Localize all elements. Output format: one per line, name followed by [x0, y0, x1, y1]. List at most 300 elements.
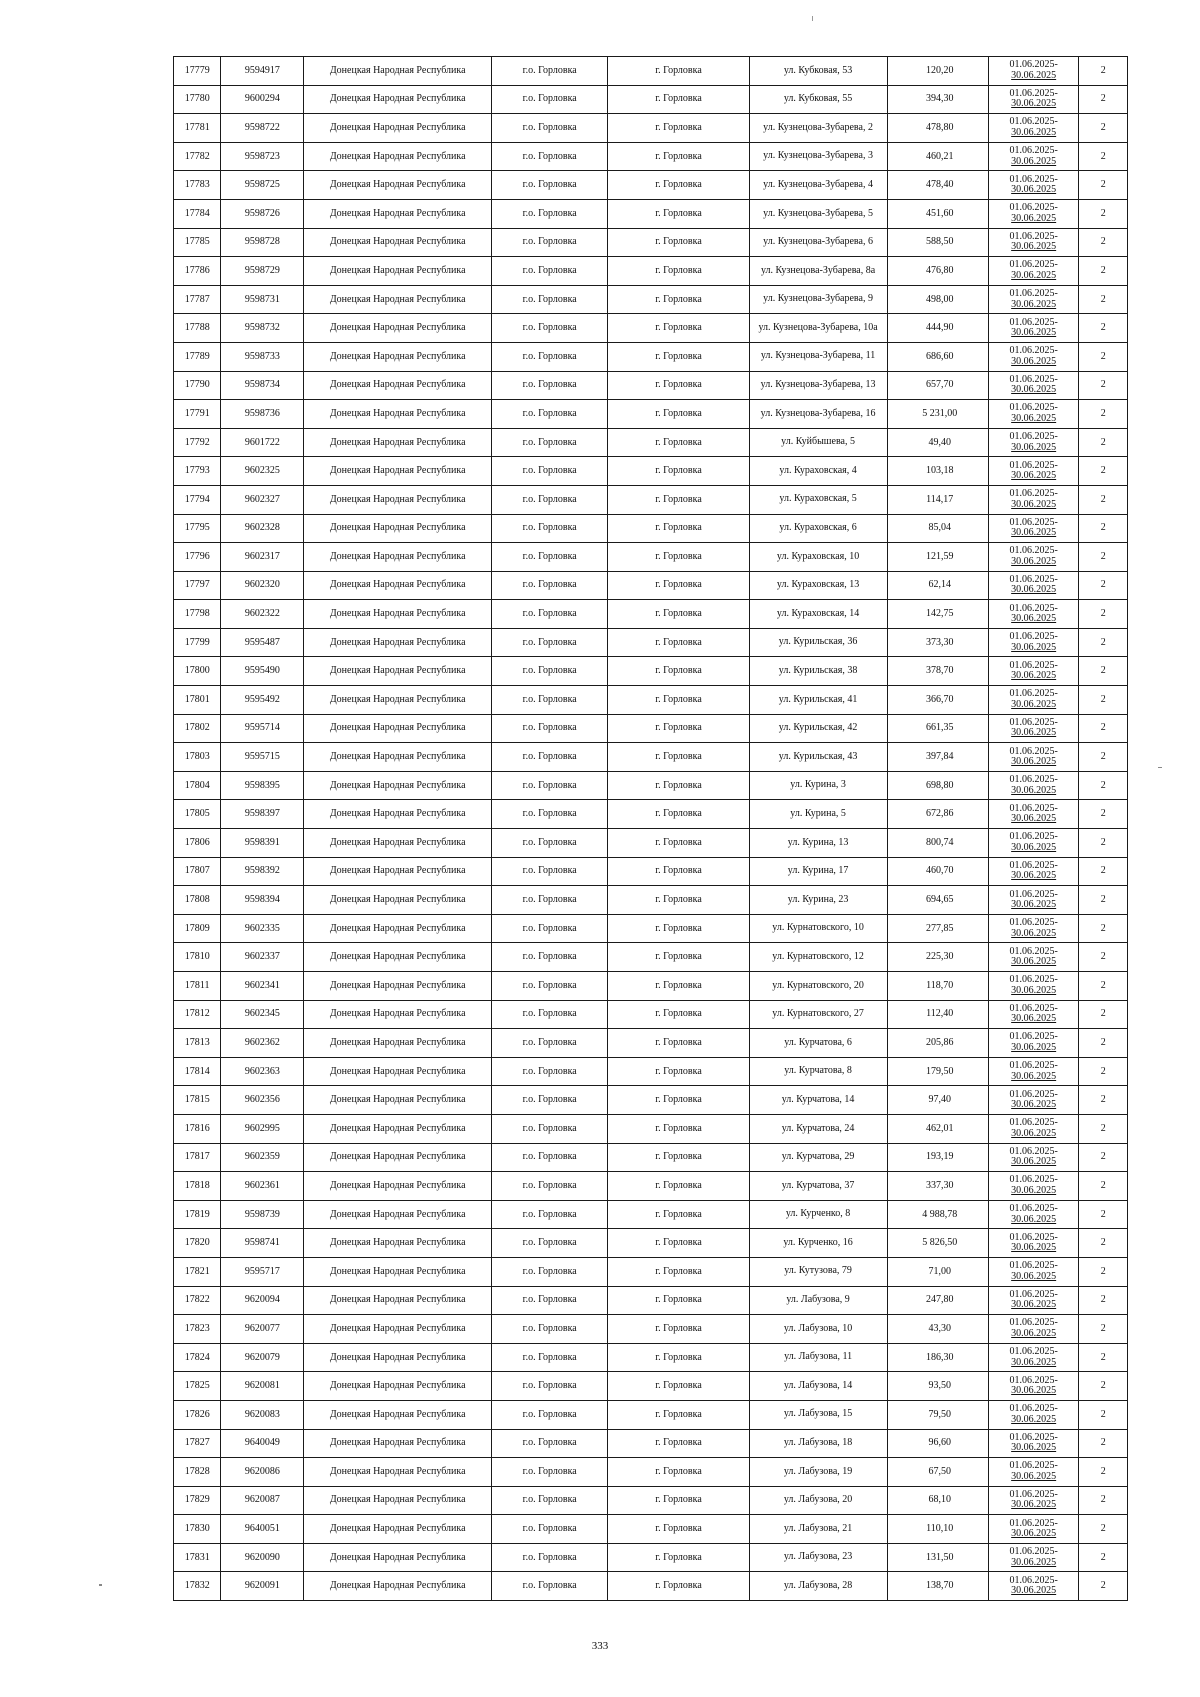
area-cell: 179,50 [887, 1057, 988, 1086]
city-cell: г. Горловка [608, 800, 749, 829]
district-cell: г.о. Горловка [491, 314, 607, 343]
address-cell: ул. Лабузова, 21 [749, 1515, 887, 1544]
area-cell: 118,70 [887, 972, 988, 1001]
republic-cell: Донецкая Народная Республика [304, 171, 492, 200]
period-start: 01.06.2025- [1009, 545, 1058, 557]
row-number-cell: 17826 [174, 1400, 221, 1429]
district-cell: г.о. Горловка [491, 457, 607, 486]
table-row [174, 1000, 1128, 1029]
code-cell: 2 [1079, 972, 1128, 1001]
district-cell: г.о. Горловка [491, 886, 607, 915]
district-cell: г.о. Горловка [491, 972, 607, 1001]
table-row [174, 199, 1128, 228]
area-cell: 5 231,00 [887, 400, 988, 429]
table-row [174, 1343, 1128, 1372]
district-cell: г.о. Горловка [491, 800, 607, 829]
row-number-cell: 17786 [174, 257, 221, 286]
republic-cell: Донецкая Народная Республика [304, 714, 492, 743]
address-cell: ул. Курчатова, 8 [749, 1057, 887, 1086]
republic-cell: Донецкая Народная Республика [304, 1200, 492, 1229]
republic-cell: Донецкая Народная Республика [304, 1029, 492, 1058]
area-cell: 498,00 [887, 285, 988, 314]
table-row [174, 1400, 1128, 1429]
table-row [174, 142, 1128, 171]
table-row [174, 171, 1128, 200]
republic-cell: Донецкая Народная Республика [304, 342, 492, 371]
city-cell: г. Горловка [608, 257, 749, 286]
row-number-cell: 17816 [174, 1114, 221, 1143]
period-start: 01.06.2025- [1009, 345, 1058, 357]
period-cell [988, 1086, 1079, 1115]
district-cell: г.о. Горловка [491, 142, 607, 171]
scan-artifact-mark [1158, 767, 1162, 768]
table-row [174, 457, 1128, 486]
city-cell: г. Горловка [608, 1029, 749, 1058]
republic-cell: Донецкая Народная Республика [304, 1172, 492, 1201]
area-cell: 451,60 [887, 199, 988, 228]
area-cell: 67,50 [887, 1458, 988, 1487]
code-cell: 2 [1079, 886, 1128, 915]
period-end: 30.06.2025 [1011, 498, 1057, 510]
code-cell: 2 [1079, 1057, 1128, 1086]
address-cell: ул. Лабузова, 11 [749, 1343, 887, 1372]
city-cell: г. Горловка [608, 1114, 749, 1143]
object-id-cell: 9602362 [221, 1029, 304, 1058]
table-row [174, 85, 1128, 114]
table-row [174, 743, 1128, 772]
district-cell: г.о. Горловка [491, 1172, 607, 1201]
address-cell: ул. Курина, 5 [749, 800, 887, 829]
period-start: 01.06.2025- [1009, 1117, 1058, 1129]
object-id-cell: 9620077 [221, 1315, 304, 1344]
row-number-cell: 17791 [174, 400, 221, 429]
period-cell [988, 1429, 1079, 1458]
district-cell: г.о. Горловка [491, 171, 607, 200]
table-row [174, 714, 1128, 743]
area-cell: 397,84 [887, 743, 988, 772]
period-cell [988, 342, 1079, 371]
republic-cell: Донецкая Народная Республика [304, 1143, 492, 1172]
district-cell: г.о. Горловка [491, 1572, 607, 1601]
row-number-cell: 17790 [174, 371, 221, 400]
code-cell: 2 [1079, 1486, 1128, 1515]
area-cell: 4 988,78 [887, 1200, 988, 1229]
period-end: 30.06.2025 [1011, 98, 1057, 110]
address-cell: ул. Курнатовского, 10 [749, 914, 887, 943]
row-number-cell: 17785 [174, 228, 221, 257]
row-number-cell: 17824 [174, 1343, 221, 1372]
period-start: 01.06.2025- [1009, 1431, 1058, 1443]
district-cell: г.о. Горловка [491, 1114, 607, 1143]
table-row [174, 228, 1128, 257]
period-start: 01.06.2025- [1009, 688, 1058, 700]
area-cell: 49,40 [887, 428, 988, 457]
city-cell: г. Горловка [608, 1543, 749, 1572]
code-cell: 2 [1079, 1229, 1128, 1258]
district-cell: г.о. Горловка [491, 1286, 607, 1315]
object-id-cell: 9602345 [221, 1000, 304, 1029]
row-number-cell: 17807 [174, 857, 221, 886]
period-cell [988, 285, 1079, 314]
district-cell: г.о. Горловка [491, 628, 607, 657]
period-end: 30.06.2025 [1011, 126, 1057, 138]
table-row [174, 1486, 1128, 1515]
district-cell: г.о. Горловка [491, 1029, 607, 1058]
period-start: 01.06.2025- [1009, 1288, 1058, 1300]
area-cell: 460,70 [887, 857, 988, 886]
address-cell: ул. Курильская, 36 [749, 628, 887, 657]
row-number-cell: 17792 [174, 428, 221, 457]
area-cell: 97,40 [887, 1086, 988, 1115]
period-cell [988, 314, 1079, 343]
district-cell: г.о. Горловка [491, 514, 607, 543]
row-number-cell: 17796 [174, 543, 221, 572]
republic-cell: Донецкая Народная Республика [304, 57, 492, 86]
object-id-cell: 9598734 [221, 371, 304, 400]
republic-cell: Донецкая Народная Республика [304, 1286, 492, 1315]
period-end: 30.06.2025 [1011, 384, 1057, 396]
city-cell: г. Горловка [608, 1458, 749, 1487]
table-row [174, 800, 1128, 829]
address-cell: ул. Кузнецова-Зубарева, 9 [749, 285, 887, 314]
period-end: 30.06.2025 [1011, 212, 1057, 224]
address-cell: ул. Курнатовского, 27 [749, 1000, 887, 1029]
district-cell: г.о. Горловка [491, 371, 607, 400]
table-row [174, 829, 1128, 858]
address-cell: ул. Кузнецова-Зубарева, 4 [749, 171, 887, 200]
row-number-cell: 17823 [174, 1315, 221, 1344]
area-cell: 193,19 [887, 1143, 988, 1172]
republic-cell: Донецкая Народная Республика [304, 1543, 492, 1572]
period-start: 01.06.2025- [1009, 87, 1058, 99]
address-cell: ул. Кузнецова-Зубарева, 5 [749, 199, 887, 228]
object-id-cell: 9620081 [221, 1372, 304, 1401]
table-row [174, 57, 1128, 86]
row-number-cell: 17822 [174, 1286, 221, 1315]
period-start: 01.06.2025- [1009, 1174, 1058, 1186]
period-end: 30.06.2025 [1011, 441, 1057, 453]
code-cell: 2 [1079, 1114, 1128, 1143]
period-end: 30.06.2025 [1011, 1013, 1057, 1025]
city-cell: г. Горловка [608, 1143, 749, 1172]
area-cell: 366,70 [887, 686, 988, 715]
address-cell: ул. Курильская, 41 [749, 686, 887, 715]
district-cell: г.о. Горловка [491, 1372, 607, 1401]
object-id-cell: 9640049 [221, 1429, 304, 1458]
table-row [174, 1315, 1128, 1344]
table-row [174, 1086, 1128, 1115]
address-cell: ул. Курильская, 42 [749, 714, 887, 743]
republic-cell: Донецкая Народная Республика [304, 1400, 492, 1429]
row-number-cell: 17799 [174, 628, 221, 657]
area-cell: 138,70 [887, 1572, 988, 1601]
republic-cell: Донецкая Народная Республика [304, 628, 492, 657]
table-row [174, 943, 1128, 972]
code-cell: 2 [1079, 743, 1128, 772]
code-cell: 2 [1079, 1400, 1128, 1429]
city-cell: г. Горловка [608, 1229, 749, 1258]
period-cell [988, 857, 1079, 886]
period-cell [988, 829, 1079, 858]
area-cell: 686,60 [887, 342, 988, 371]
period-cell [988, 457, 1079, 486]
row-number-cell: 17812 [174, 1000, 221, 1029]
area-cell: 68,10 [887, 1486, 988, 1515]
district-cell: г.о. Горловка [491, 1343, 607, 1372]
period-end: 30.06.2025 [1011, 470, 1057, 482]
period-start: 01.06.2025- [1009, 573, 1058, 585]
period-start: 01.06.2025- [1009, 1231, 1058, 1243]
row-number-cell: 17804 [174, 771, 221, 800]
row-number-cell: 17797 [174, 571, 221, 600]
period-end: 30.06.2025 [1011, 1470, 1057, 1482]
code-cell: 2 [1079, 1372, 1128, 1401]
address-cell: ул. Курина, 23 [749, 886, 887, 915]
object-id-cell: 9602359 [221, 1143, 304, 1172]
district-cell: г.о. Горловка [491, 1086, 607, 1115]
table-row [174, 914, 1128, 943]
code-cell: 2 [1079, 686, 1128, 715]
area-cell: 373,30 [887, 628, 988, 657]
period-cell [988, 171, 1079, 200]
table-row [174, 485, 1128, 514]
period-cell [988, 686, 1079, 715]
period-end: 30.06.2025 [1011, 1413, 1057, 1425]
address-cell: ул. Кубковая, 55 [749, 85, 887, 114]
period-end: 30.06.2025 [1011, 613, 1057, 625]
city-cell: г. Горловка [608, 485, 749, 514]
period-end: 30.06.2025 [1011, 155, 1057, 167]
period-cell [988, 1029, 1079, 1058]
republic-cell: Донецкая Народная Республика [304, 1372, 492, 1401]
period-start: 01.06.2025- [1009, 631, 1058, 643]
address-cell: ул. Кураховская, 10 [749, 543, 887, 572]
address-cell: ул. Курченко, 8 [749, 1200, 887, 1229]
area-cell: 112,40 [887, 1000, 988, 1029]
period-start: 01.06.2025- [1009, 145, 1058, 157]
code-cell: 2 [1079, 400, 1128, 429]
district-cell: г.о. Горловка [491, 1458, 607, 1487]
period-start: 01.06.2025- [1009, 802, 1058, 814]
period-start: 01.06.2025- [1009, 488, 1058, 500]
republic-cell: Донецкая Народная Республика [304, 1086, 492, 1115]
republic-cell: Донецкая Народная Республика [304, 114, 492, 143]
object-id-cell: 9598739 [221, 1200, 304, 1229]
period-start: 01.06.2025- [1009, 602, 1058, 614]
period-end: 30.06.2025 [1011, 1156, 1057, 1168]
period-end: 30.06.2025 [1011, 956, 1057, 968]
table-row [174, 771, 1128, 800]
row-number-cell: 17793 [174, 457, 221, 486]
object-id-cell: 9598397 [221, 800, 304, 829]
republic-cell: Донецкая Народная Республика [304, 1257, 492, 1286]
district-cell: г.о. Горловка [491, 199, 607, 228]
row-number-cell: 17783 [174, 171, 221, 200]
code-cell: 2 [1079, 714, 1128, 743]
period-end: 30.06.2025 [1011, 1213, 1057, 1225]
code-cell: 2 [1079, 371, 1128, 400]
code-cell: 2 [1079, 114, 1128, 143]
republic-cell: Донецкая Народная Республика [304, 771, 492, 800]
republic-cell: Донецкая Народная Республика [304, 800, 492, 829]
code-cell: 2 [1079, 657, 1128, 686]
period-end: 30.06.2025 [1011, 813, 1057, 825]
period-start: 01.06.2025- [1009, 459, 1058, 471]
address-cell: ул. Курнатовского, 12 [749, 943, 887, 972]
period-end: 30.06.2025 [1011, 841, 1057, 853]
area-cell: 661,35 [887, 714, 988, 743]
address-cell: ул. Кураховская, 13 [749, 571, 887, 600]
row-number-cell: 17818 [174, 1172, 221, 1201]
district-cell: г.о. Горловка [491, 1400, 607, 1429]
object-id-cell: 9595717 [221, 1257, 304, 1286]
republic-cell: Донецкая Народная Республика [304, 514, 492, 543]
period-cell [988, 85, 1079, 114]
address-cell: ул. Курильская, 38 [749, 657, 887, 686]
republic-cell: Донецкая Народная Республика [304, 142, 492, 171]
republic-cell: Донецкая Народная Республика [304, 1000, 492, 1029]
republic-cell: Донецкая Народная Республика [304, 1343, 492, 1372]
period-end: 30.06.2025 [1011, 1556, 1057, 1568]
city-cell: г. Горловка [608, 1400, 749, 1429]
address-cell: ул. Курчатова, 24 [749, 1114, 887, 1143]
area-cell: 79,50 [887, 1400, 988, 1429]
period-end: 30.06.2025 [1011, 69, 1057, 81]
table-row [174, 114, 1128, 143]
republic-cell: Донецкая Народная Республика [304, 943, 492, 972]
period-start: 01.06.2025- [1009, 516, 1058, 528]
row-number-cell: 17828 [174, 1458, 221, 1487]
period-end: 30.06.2025 [1011, 327, 1057, 339]
table-row [174, 371, 1128, 400]
period-start: 01.06.2025- [1009, 202, 1058, 214]
period-end: 30.06.2025 [1011, 927, 1057, 939]
object-id-cell: 9620094 [221, 1286, 304, 1315]
object-id-cell: 9595715 [221, 743, 304, 772]
area-cell: 698,80 [887, 771, 988, 800]
period-cell [988, 1486, 1079, 1515]
district-cell: г.о. Горловка [491, 428, 607, 457]
district-cell: г.о. Горловка [491, 114, 607, 143]
period-end: 30.06.2025 [1011, 1585, 1057, 1597]
table-row [174, 543, 1128, 572]
period-start: 01.06.2025- [1009, 774, 1058, 786]
period-end: 30.06.2025 [1011, 298, 1057, 310]
period-end: 30.06.2025 [1011, 1070, 1057, 1082]
table-row [174, 1029, 1128, 1058]
period-cell [988, 972, 1079, 1001]
code-cell: 2 [1079, 457, 1128, 486]
republic-cell: Донецкая Народная Республика [304, 1572, 492, 1601]
period-start: 01.06.2025- [1009, 1574, 1058, 1586]
city-cell: г. Горловка [608, 857, 749, 886]
period-start: 01.06.2025- [1009, 1403, 1058, 1415]
district-cell: г.о. Горловка [491, 686, 607, 715]
address-cell: ул. Лабузова, 23 [749, 1543, 887, 1572]
code-cell: 2 [1079, 800, 1128, 829]
city-cell: г. Горловка [608, 657, 749, 686]
republic-cell: Донецкая Народная Республика [304, 199, 492, 228]
period-end: 30.06.2025 [1011, 1356, 1057, 1368]
area-cell: 378,70 [887, 657, 988, 686]
area-cell: 205,86 [887, 1029, 988, 1058]
row-number-cell: 17803 [174, 743, 221, 772]
district-cell: г.о. Горловка [491, 829, 607, 858]
area-cell: 225,30 [887, 943, 988, 972]
period-start: 01.06.2025- [1009, 173, 1058, 185]
registry-table [173, 56, 1128, 1601]
republic-cell: Донецкая Народная Республика [304, 1515, 492, 1544]
code-cell: 2 [1079, 771, 1128, 800]
object-id-cell: 9602322 [221, 600, 304, 629]
city-cell: г. Горловка [608, 686, 749, 715]
table-row [174, 886, 1128, 915]
row-number-cell: 17814 [174, 1057, 221, 1086]
object-id-cell: 9595487 [221, 628, 304, 657]
district-cell: г.о. Горловка [491, 1315, 607, 1344]
address-cell: ул. Кузнецова-Зубарева, 16 [749, 400, 887, 429]
district-cell: г.о. Горловка [491, 857, 607, 886]
city-cell: г. Горловка [608, 85, 749, 114]
period-end: 30.06.2025 [1011, 756, 1057, 768]
address-cell: ул. Кураховская, 5 [749, 485, 887, 514]
area-cell: 460,21 [887, 142, 988, 171]
republic-cell: Донецкая Народная Республика [304, 571, 492, 600]
period-start: 01.06.2025- [1009, 917, 1058, 929]
period-cell [988, 485, 1079, 514]
district-cell: г.о. Горловка [491, 257, 607, 286]
city-cell: г. Горловка [608, 400, 749, 429]
row-number-cell: 17831 [174, 1543, 221, 1572]
republic-cell: Донецкая Народная Республика [304, 428, 492, 457]
period-cell [988, 800, 1079, 829]
period-end: 30.06.2025 [1011, 641, 1057, 653]
area-cell: 93,50 [887, 1372, 988, 1401]
row-number-cell: 17821 [174, 1257, 221, 1286]
object-id-cell: 9595714 [221, 714, 304, 743]
table-row [174, 1429, 1128, 1458]
city-cell: г. Горловка [608, 514, 749, 543]
object-id-cell: 9602325 [221, 457, 304, 486]
republic-cell: Донецкая Народная Республика [304, 1486, 492, 1515]
object-id-cell: 9620087 [221, 1486, 304, 1515]
period-start: 01.06.2025- [1009, 945, 1058, 957]
district-cell: г.о. Горловка [491, 1515, 607, 1544]
code-cell: 2 [1079, 943, 1128, 972]
row-number-cell: 17780 [174, 85, 221, 114]
period-cell [988, 714, 1079, 743]
period-cell [988, 1200, 1079, 1229]
object-id-cell: 9602337 [221, 943, 304, 972]
republic-cell: Донецкая Народная Республика [304, 1114, 492, 1143]
district-cell: г.о. Горловка [491, 943, 607, 972]
address-cell: ул. Лабузова, 14 [749, 1372, 887, 1401]
district-cell: г.о. Горловка [491, 714, 607, 743]
period-end: 30.06.2025 [1011, 727, 1057, 739]
city-cell: г. Горловка [608, 1429, 749, 1458]
table-row [174, 400, 1128, 429]
code-cell: 2 [1079, 257, 1128, 286]
row-number-cell: 17800 [174, 657, 221, 686]
period-start: 01.06.2025- [1009, 402, 1058, 414]
code-cell: 2 [1079, 1572, 1128, 1601]
period-end: 30.06.2025 [1011, 1385, 1057, 1397]
address-cell: ул. Кураховская, 6 [749, 514, 887, 543]
table-row [174, 1200, 1128, 1229]
code-cell: 2 [1079, 514, 1128, 543]
city-cell: г. Горловка [608, 1057, 749, 1086]
period-cell [988, 1458, 1079, 1487]
